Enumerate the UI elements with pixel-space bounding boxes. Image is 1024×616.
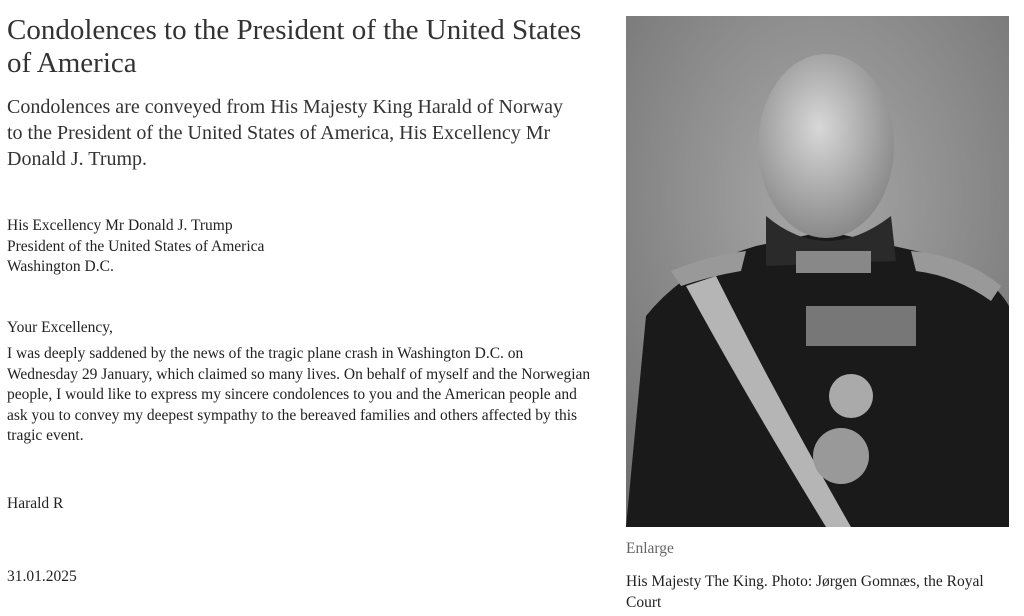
signature: Harald R bbox=[7, 495, 64, 512]
address-line-name: His Excellency Mr Donald J. Trump bbox=[7, 217, 233, 234]
enlarge-link[interactable]: Enlarge bbox=[626, 540, 674, 557]
publish-date: 31.01.2025 bbox=[7, 568, 77, 585]
page-title: Condolences to the President of the United States of America bbox=[7, 14, 582, 79]
lead-paragraph: Condolences are conveyed from His Majesty King Harald of Norway to the President of the United States of America, His Excellency Mr Donald J. Trump. bbox=[7, 96, 563, 170]
salutation: Your Excellency, bbox=[7, 319, 113, 336]
letter-body: I was deeply saddened by the news of the tragic plane crash in Washington D.C. on Wednesday 29 January, which claimed so many lives. On behalf of myself and the Norwegian people, I would like to express my sincere condolences to you and the American people and ask you to convey my deepest sympathy to the bereaved families and others affected by this tragic event. bbox=[7, 345, 591, 444]
photo-caption: His Majesty The King. Photo: Jørgen Gomnæs, the Royal Court bbox=[626, 573, 984, 611]
address-line-city: Washington D.C. bbox=[7, 258, 114, 275]
king-portrait-photo[interactable] bbox=[626, 16, 1009, 527]
recipient-address bbox=[7, 216, 567, 278]
address-line-title: President of the United States of America bbox=[7, 237, 265, 255]
